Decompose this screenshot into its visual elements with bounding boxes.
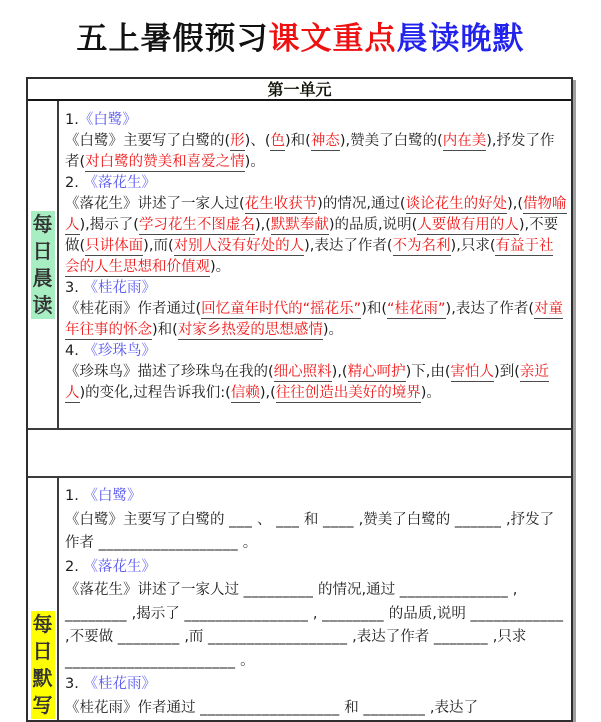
- body-text: )下,由(: [405, 364, 451, 380]
- answer-text: 默默奉献: [270, 217, 329, 233]
- paragraph: [65, 485, 567, 509]
- answer-text: 只讲体面: [85, 238, 144, 254]
- body-text: ,不要做: [65, 629, 118, 645]
- body-text: 。: [238, 535, 258, 551]
- book-title: 《落花生》: [83, 175, 156, 191]
- blank-line: ________: [363, 699, 426, 716]
- body-text: ),赞美了白鹭的(: [339, 133, 443, 149]
- body-text: 。: [235, 652, 255, 669]
- section-row: [28, 101, 571, 430]
- answer-text: 往往创造出美好的境界: [275, 385, 421, 401]
- paragraph: [65, 697, 567, 721]
- paragraph: [65, 579, 567, 673]
- answer-text: 花生收获节: [244, 196, 318, 212]
- blank-line: ___: [276, 511, 300, 528]
- blank-line: ________: [322, 605, 385, 622]
- paragraph: [65, 194, 567, 278]
- body-text: )和(: [152, 322, 178, 338]
- body-text: 1.: [65, 112, 79, 128]
- body-text: )、(: [244, 133, 271, 149]
- answer-text: 色: [270, 133, 285, 149]
- blank-line: _________: [243, 582, 314, 598]
- body-text: )。: [322, 322, 343, 338]
- answer-text: 对白鹭的赞美和喜爱之情: [85, 154, 245, 170]
- blank-line: ___: [229, 511, 253, 528]
- answer-text: 对别人没有好处的人: [173, 238, 305, 254]
- label-char: 晨: [32, 265, 53, 290]
- book-title: 《白鹭》: [83, 488, 142, 504]
- blank-line: __________________: [208, 629, 348, 645]
- label-char: 日: [32, 639, 53, 663]
- body-text: 4.: [65, 343, 84, 359]
- answer-text: 谈论花生的好处: [405, 196, 508, 212]
- body-text: ,表达了作者: [347, 629, 434, 645]
- body-text: )和(: [361, 301, 388, 317]
- page-title-red-part: 课文重点: [268, 21, 397, 57]
- body-text: )和(: [284, 133, 311, 149]
- table-body: [28, 101, 571, 720]
- body-text: 、: [252, 511, 277, 528]
- body-text: 2.: [65, 558, 84, 575]
- empty-row: [28, 430, 571, 478]
- body-text: ),(: [507, 196, 524, 212]
- body-text: ,只求: [488, 629, 527, 645]
- section-label-daily-dictation: [28, 478, 59, 720]
- book-title: 《桂花雨》: [83, 676, 156, 692]
- body-text: )。: [244, 154, 265, 170]
- body-text: )。: [210, 259, 231, 275]
- body-text: ),只求(: [450, 238, 496, 254]
- section-content: [59, 478, 571, 720]
- blank-line: ________: [117, 629, 180, 645]
- body-text: 3.: [65, 280, 84, 296]
- unit-header: 第一单元: [28, 79, 571, 101]
- blank-line: ______________: [399, 582, 509, 598]
- label-char: 每: [32, 612, 53, 636]
- body-text: ),表达了作者(: [304, 238, 393, 254]
- body-text: ),(: [331, 364, 348, 380]
- blank-line: ______________________: [65, 652, 236, 669]
- paragraph: [65, 278, 567, 299]
- body-text: ,: [308, 605, 323, 622]
- body-text: ),(: [254, 217, 271, 233]
- page-title-black-part: 五上暑假预习: [76, 21, 269, 57]
- paragraph: [65, 362, 567, 404]
- body-text: 《落花生》讲述了一家人过(: [65, 196, 245, 212]
- body-text: ),(: [259, 385, 276, 401]
- body-text: 《白鹭》主要写了白鹭的: [65, 511, 230, 528]
- paragraph: [65, 509, 567, 556]
- book-title: 《桂花雨》: [83, 280, 156, 296]
- blank-line: ______: [454, 511, 502, 528]
- book-title: 《珍珠鸟》: [83, 343, 156, 359]
- answer-text: 有益于社会的人生思想和价值观: [65, 238, 554, 275]
- answer-text: 对家乡热爱的思想感情: [177, 322, 323, 338]
- label-char: 写: [32, 693, 53, 717]
- answer-text: 亲近人: [65, 364, 549, 401]
- paragraph: [65, 299, 567, 341]
- body-text: ,赞美了白鹭的: [354, 511, 455, 528]
- body-text: 《桂花雨》作者通过: [65, 699, 201, 716]
- body-text: )的情况,通过(: [317, 196, 406, 212]
- answer-text: 形: [230, 133, 245, 149]
- body-text: 《落花生》讲述了一家人过: [65, 582, 244, 598]
- body-text: 的情况,通过: [313, 582, 400, 598]
- answer-text: 不为名利: [392, 238, 451, 254]
- label-char: 默: [32, 666, 53, 690]
- body-text: )。: [420, 385, 441, 401]
- paragraph: [65, 110, 567, 131]
- answer-text: 对童年往事的怀念: [65, 301, 563, 338]
- body-text: )的品质,说明(: [328, 217, 418, 233]
- blank-line: ________: [65, 605, 127, 622]
- blank-line: __________________: [98, 535, 239, 551]
- answer-text: 信赖: [230, 385, 260, 401]
- body-text: ,: [508, 582, 518, 598]
- answer-text: 害怕人: [450, 364, 495, 380]
- body-text: 《桂花雨》作者通过(: [65, 301, 202, 317]
- paragraph: [65, 173, 567, 194]
- book-title: 《落花生》: [83, 558, 156, 575]
- label-char: 日: [32, 238, 53, 263]
- answer-text: 内在美: [442, 133, 487, 149]
- body-text: 的品质,说明: [384, 605, 471, 622]
- label-char: 每: [32, 211, 53, 236]
- paragraph: [65, 556, 567, 580]
- answer-text: 精心呵护: [347, 364, 406, 380]
- section-label-morning-read: [28, 101, 59, 428]
- body-text: ),抒发了作者(: [65, 133, 555, 170]
- worksheet-table: [26, 77, 573, 722]
- body-text: ),揭示了(: [79, 217, 139, 233]
- body-text: ,揭示了: [127, 605, 185, 622]
- blank-line: _______: [433, 629, 489, 645]
- body-text: ),表达了作者(: [445, 301, 534, 317]
- body-text: ,而: [179, 629, 209, 645]
- answer-text: 回忆童年时代的“摇花乐”: [201, 301, 362, 317]
- answer-text: “桂花雨”: [387, 301, 446, 317]
- body-text: ,表达了: [425, 699, 479, 716]
- body-text: 《白鹭》主要写了白鹭的(: [65, 133, 231, 149]
- blank-line: ________________: [184, 605, 309, 622]
- body-text: 1.: [65, 488, 84, 504]
- body-text: 3.: [65, 676, 84, 692]
- body-text: 和: [339, 699, 364, 716]
- body-text: 2.: [65, 175, 84, 191]
- body-text: )的变化,过程告诉我们:(: [79, 385, 231, 401]
- answer-text: 人要做有用的人: [417, 217, 519, 233]
- section-content: [59, 101, 571, 428]
- body-text: ,抒发了作者: [65, 511, 555, 551]
- answer-text: 细心照料: [273, 364, 332, 380]
- paragraph: [65, 131, 567, 173]
- page-title-blue-part: 晨读晚默: [396, 21, 525, 57]
- body-text: )到(: [494, 364, 520, 380]
- paragraph: [65, 673, 567, 697]
- answer-text: 学习花生不图虚名: [138, 217, 255, 233]
- answer-text: 神态: [310, 133, 340, 149]
- blank-line: __________________: [200, 699, 340, 716]
- body-text: 和: [299, 511, 324, 528]
- body-text: ),而(: [143, 238, 174, 254]
- label-char: 读: [32, 292, 53, 317]
- section-row: [28, 478, 571, 720]
- blank-line: ____: [323, 511, 355, 528]
- answer-text: 借物喻人: [65, 196, 567, 233]
- body-text: 《珍珠鸟》描述了珍珠鸟在我的(: [65, 364, 274, 380]
- page-title: [0, 18, 601, 60]
- blank-line: ____________: [470, 605, 564, 622]
- paragraph: [65, 341, 567, 362]
- book-title: 《白鹭》: [78, 112, 137, 128]
- body-text: ),不要做(: [65, 217, 559, 254]
